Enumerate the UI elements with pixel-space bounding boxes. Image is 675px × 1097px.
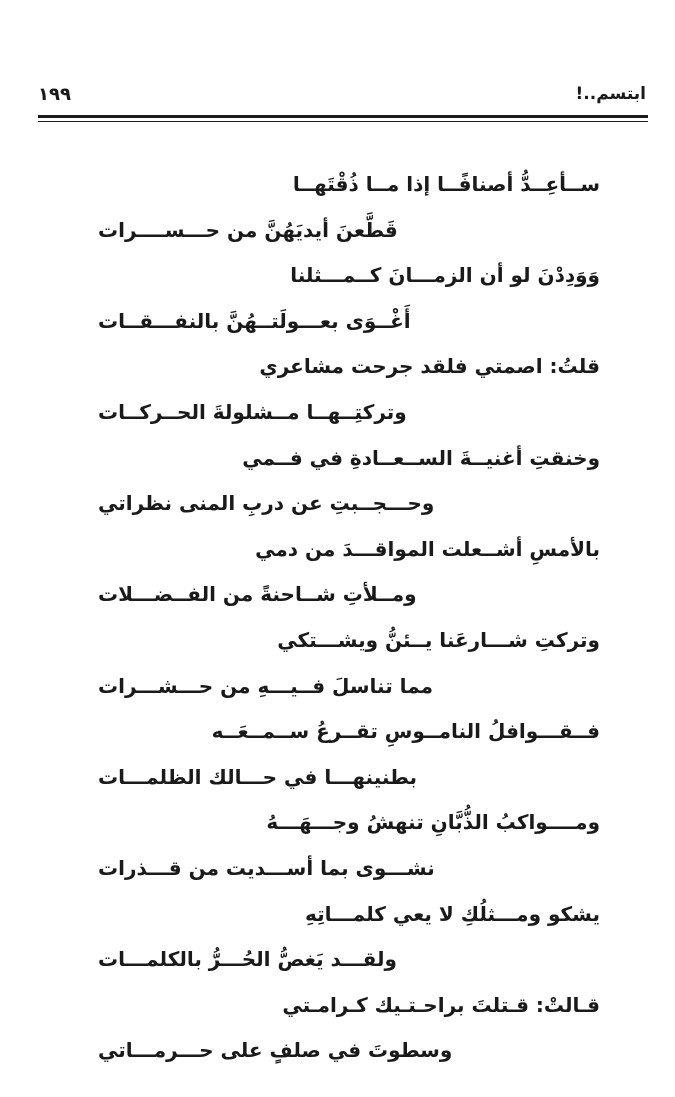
poem-line: ســأعِــدُّ أصنافًــا إذا مــا ذُقْتَهــا	[292, 172, 600, 196]
poem-line: ومــــواكبُ الذُّبَّانِ تنهشُ وجـــهَـــهُ	[266, 810, 600, 835]
book-title: ابتسم..!	[575, 84, 646, 104]
poem-line: وحـــجــبتِ عن دربِ المنى نظراتي	[98, 491, 435, 516]
poem-line: فــقـــوافلُ النامــوسِ تقــرعُ ســمــعَــه	[211, 719, 600, 744]
poem-line: وَوَدِدْنَ لو أن الزمـــانَ كــمـــثلنا	[290, 263, 600, 288]
poem-line: بالأمسِ أشــعلت المواقـــدَ من دمي	[255, 536, 600, 561]
poem-line: مما تناسلَ فــيـــهِ من حـــشـــرات	[98, 673, 433, 698]
poem-body	[40, 162, 600, 1074]
poem-line: يشكو ومـــثلُكِ لا يعي كلمـــاتِهِ	[305, 901, 600, 926]
poem-line: ومــلأتِ شــاحنةً من الفــضـــلات	[98, 582, 417, 607]
poem-line: وتركتِ شـــارعَنا يــئنُّ ويشـــتكي	[277, 627, 600, 652]
page-number: ١٩٩	[38, 84, 71, 105]
poem-line: وسطوتَ في صلفٍ على حـــرمـــاتي	[98, 1038, 453, 1063]
poem-line: بطنينهـــا في حـــالك الظلمـــات	[98, 764, 418, 789]
poem-line: قَطَّعنَ أيديَهُنَّ من حـــســــرات	[98, 217, 398, 242]
poem-line: قـالتْ: قـتلتَ براحـتـيك كـرامـتي	[282, 992, 600, 1017]
running-header	[38, 84, 646, 114]
header-rule-thin	[38, 121, 648, 122]
poem-line: أَغْــوَى بعـــولَتــهُنَّ بالنفـــقــات	[98, 308, 411, 333]
header-rule-thick	[38, 115, 648, 118]
poem-line: وخنقتِ أغنيــةَ الســعــادةِ في فــمي	[242, 445, 600, 470]
poem-line: قلتُ: اصمتي فلقد جرحت مشاعري	[259, 354, 600, 379]
poem-line: وتركتِــهــا مــشلولةَ الحــركــات	[98, 399, 407, 424]
poem-line: ولقـــد يَغصُّ الحُـــرُّ بالكلمـــات	[98, 947, 397, 972]
poem-line: نشـــوى بما أســـديت من قـــذرات	[98, 855, 435, 880]
